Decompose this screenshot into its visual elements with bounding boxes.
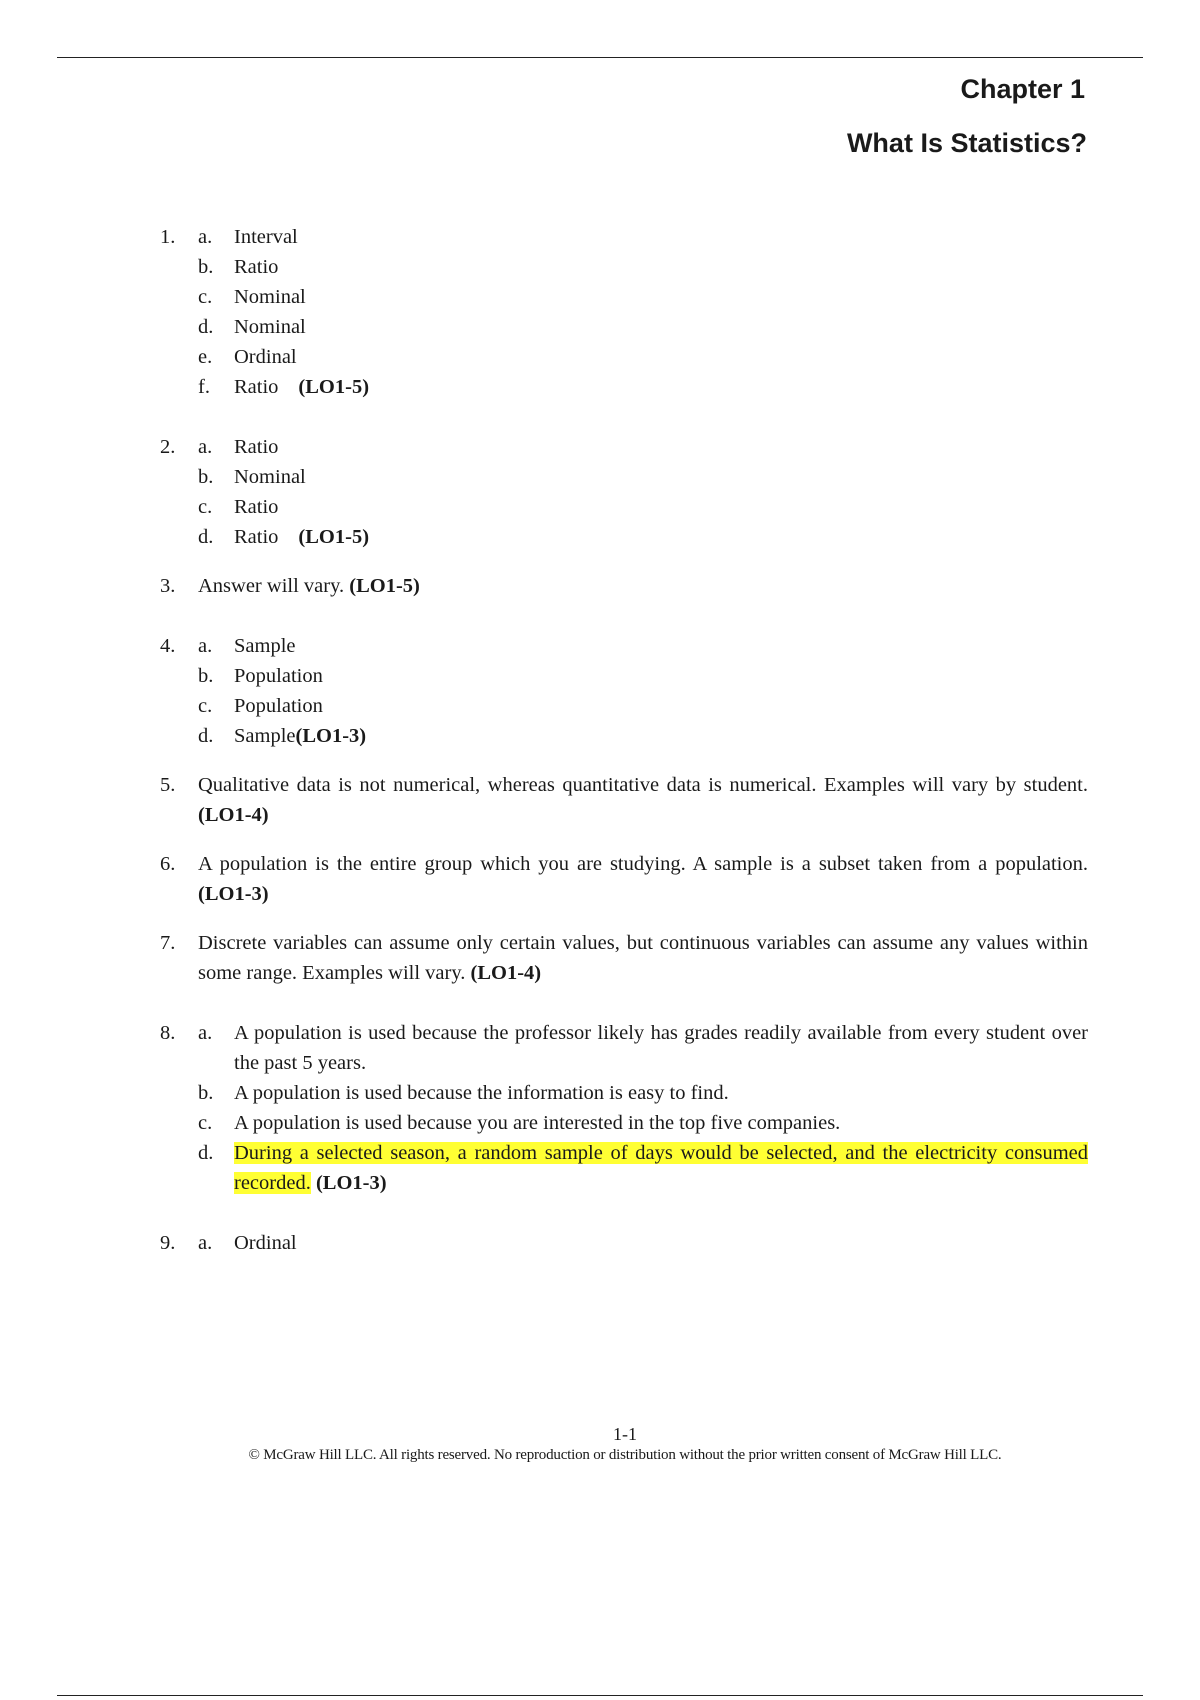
question-number: 1.	[160, 226, 176, 248]
sub-answer	[198, 1138, 1088, 1198]
sub-letter: d.	[198, 526, 214, 548]
sub-letter: c.	[198, 286, 213, 308]
answer-list	[160, 184, 1088, 1277]
sub-answer	[198, 312, 1088, 342]
sub-letter: f.	[198, 376, 210, 398]
sub-text: Nominal	[234, 286, 306, 308]
sub-answer	[198, 631, 1088, 661]
sub-letter: d.	[198, 725, 214, 747]
sub-answers	[198, 1228, 1088, 1258]
sub-answer	[198, 1018, 1088, 1078]
question-number: 7.	[160, 932, 176, 954]
sub-answer	[198, 691, 1088, 721]
sub-answer	[198, 222, 1088, 252]
sub-text: Ratio	[234, 526, 279, 548]
sub-answer	[198, 1108, 1088, 1138]
sub-letter: c.	[198, 1112, 213, 1134]
sub-text: Nominal	[234, 316, 306, 338]
sub-letter: a.	[198, 436, 213, 458]
sub-text: Sample	[234, 725, 296, 747]
question-number: 8.	[160, 1022, 176, 1044]
sub-letter: b.	[198, 665, 214, 687]
learning-objective-tag: (LO1-4)	[470, 962, 542, 984]
question-number: 9.	[160, 1232, 176, 1254]
sub-letter: a.	[198, 635, 213, 657]
sub-letter: d.	[198, 316, 214, 338]
question-text-wrap	[198, 770, 1088, 830]
sub-answer	[198, 721, 1088, 751]
sub-text: Ratio	[234, 496, 279, 518]
question-text-wrap	[198, 571, 1088, 601]
question-text: Discrete variables can assume only certain values, but continuous variables can assume any values within some range. Examples will vary.	[198, 932, 1088, 984]
question-3	[160, 571, 1088, 601]
sub-answers	[198, 631, 1088, 751]
sub-text: A population is used because you are interested in the top five companies.	[234, 1112, 841, 1134]
sub-text: Population	[234, 695, 323, 717]
question-number: 5.	[160, 774, 176, 796]
question-9	[160, 1228, 1088, 1258]
sub-text: Population	[234, 665, 323, 687]
question-8	[160, 1018, 1088, 1198]
question-1	[160, 222, 1088, 402]
bottom-rule	[57, 1695, 1143, 1696]
question-number: 4.	[160, 635, 176, 657]
question-number: 6.	[160, 853, 176, 875]
sub-answer	[198, 252, 1088, 282]
top-rule	[57, 57, 1143, 58]
learning-objective-tag: (LO1-3)	[295, 725, 367, 747]
learning-objective-tag: (LO1-4)	[198, 804, 269, 826]
learning-objective-tag: (LO1-3)	[198, 883, 269, 905]
learning-objective-tag: (LO1-5)	[298, 376, 370, 398]
sub-answers	[198, 1018, 1088, 1198]
question-text-wrap	[198, 849, 1088, 909]
sub-answer	[198, 522, 1088, 552]
sub-answer	[198, 492, 1088, 522]
learning-objective-tag: (LO1-5)	[298, 526, 370, 548]
sub-letter: b.	[198, 1082, 214, 1104]
sub-answer	[198, 1228, 1088, 1258]
sub-text: A population is used because the professor likely has grades readily available from every student over the past 5 years.	[234, 1022, 1088, 1074]
sub-letter: b.	[198, 256, 214, 278]
sub-text: Ratio	[234, 376, 279, 398]
question-text: Qualitative data is not numerical, whereas quantitative data is numerical. Examples will vary by student.	[198, 774, 1088, 796]
sub-letter: a.	[198, 1022, 213, 1044]
sub-letter: c.	[198, 496, 213, 518]
sub-answers	[198, 432, 1088, 552]
sub-answer	[198, 432, 1088, 462]
chapter-heading: Chapter 1	[960, 74, 1085, 104]
question-number: 2.	[160, 436, 176, 458]
question-7	[160, 928, 1088, 988]
sub-text: Ordinal	[234, 1232, 297, 1254]
sub-text: Ratio	[234, 436, 279, 458]
sub-answer	[198, 661, 1088, 691]
copyright-notice: © McGraw Hill LLC. All rights reserved. No reproduction or distribution without the prior written consent of McGraw Hill LLC.	[248, 1447, 1002, 1463]
question-2	[160, 432, 1088, 552]
sub-text: Nominal	[234, 466, 306, 488]
question-text: A population is the entire group which you are studying. A sample is a subset taken from a population.	[198, 853, 1088, 875]
sub-text: Sample	[234, 635, 296, 657]
sub-text: Interval	[234, 226, 298, 248]
sub-text: Ratio	[234, 256, 279, 278]
sub-letter: e.	[198, 346, 213, 368]
sub-letter: b.	[198, 466, 214, 488]
sub-letter: a.	[198, 1232, 213, 1254]
question-4	[160, 631, 1088, 751]
learning-objective-tag: (LO1-5)	[349, 575, 420, 597]
sub-letter: a.	[198, 226, 213, 248]
sub-answer	[198, 462, 1088, 492]
learning-objective-tag: (LO1-3)	[315, 1172, 387, 1194]
sub-letter: c.	[198, 695, 213, 717]
page-title: What Is Statistics?	[846, 128, 1087, 158]
sub-answer	[198, 342, 1088, 372]
question-5	[160, 770, 1088, 830]
question-number: 3.	[160, 575, 176, 597]
question-text-wrap	[198, 928, 1088, 988]
sub-text: A population is used because the information is easy to find.	[234, 1082, 729, 1104]
sub-answer	[198, 282, 1088, 312]
page-number: 1-1	[613, 1424, 637, 1444]
highlighted-text: During a selected season, a random sample of days would be selected, and the electricity consumed recorded.	[234, 1142, 1088, 1194]
sub-answer	[198, 372, 1088, 402]
sub-answer	[198, 1078, 1088, 1108]
question-text: Answer will vary.	[198, 575, 345, 597]
sub-answers	[198, 222, 1088, 402]
question-6	[160, 849, 1088, 909]
sub-letter: d.	[198, 1142, 214, 1164]
sub-text: Ordinal	[234, 346, 297, 368]
